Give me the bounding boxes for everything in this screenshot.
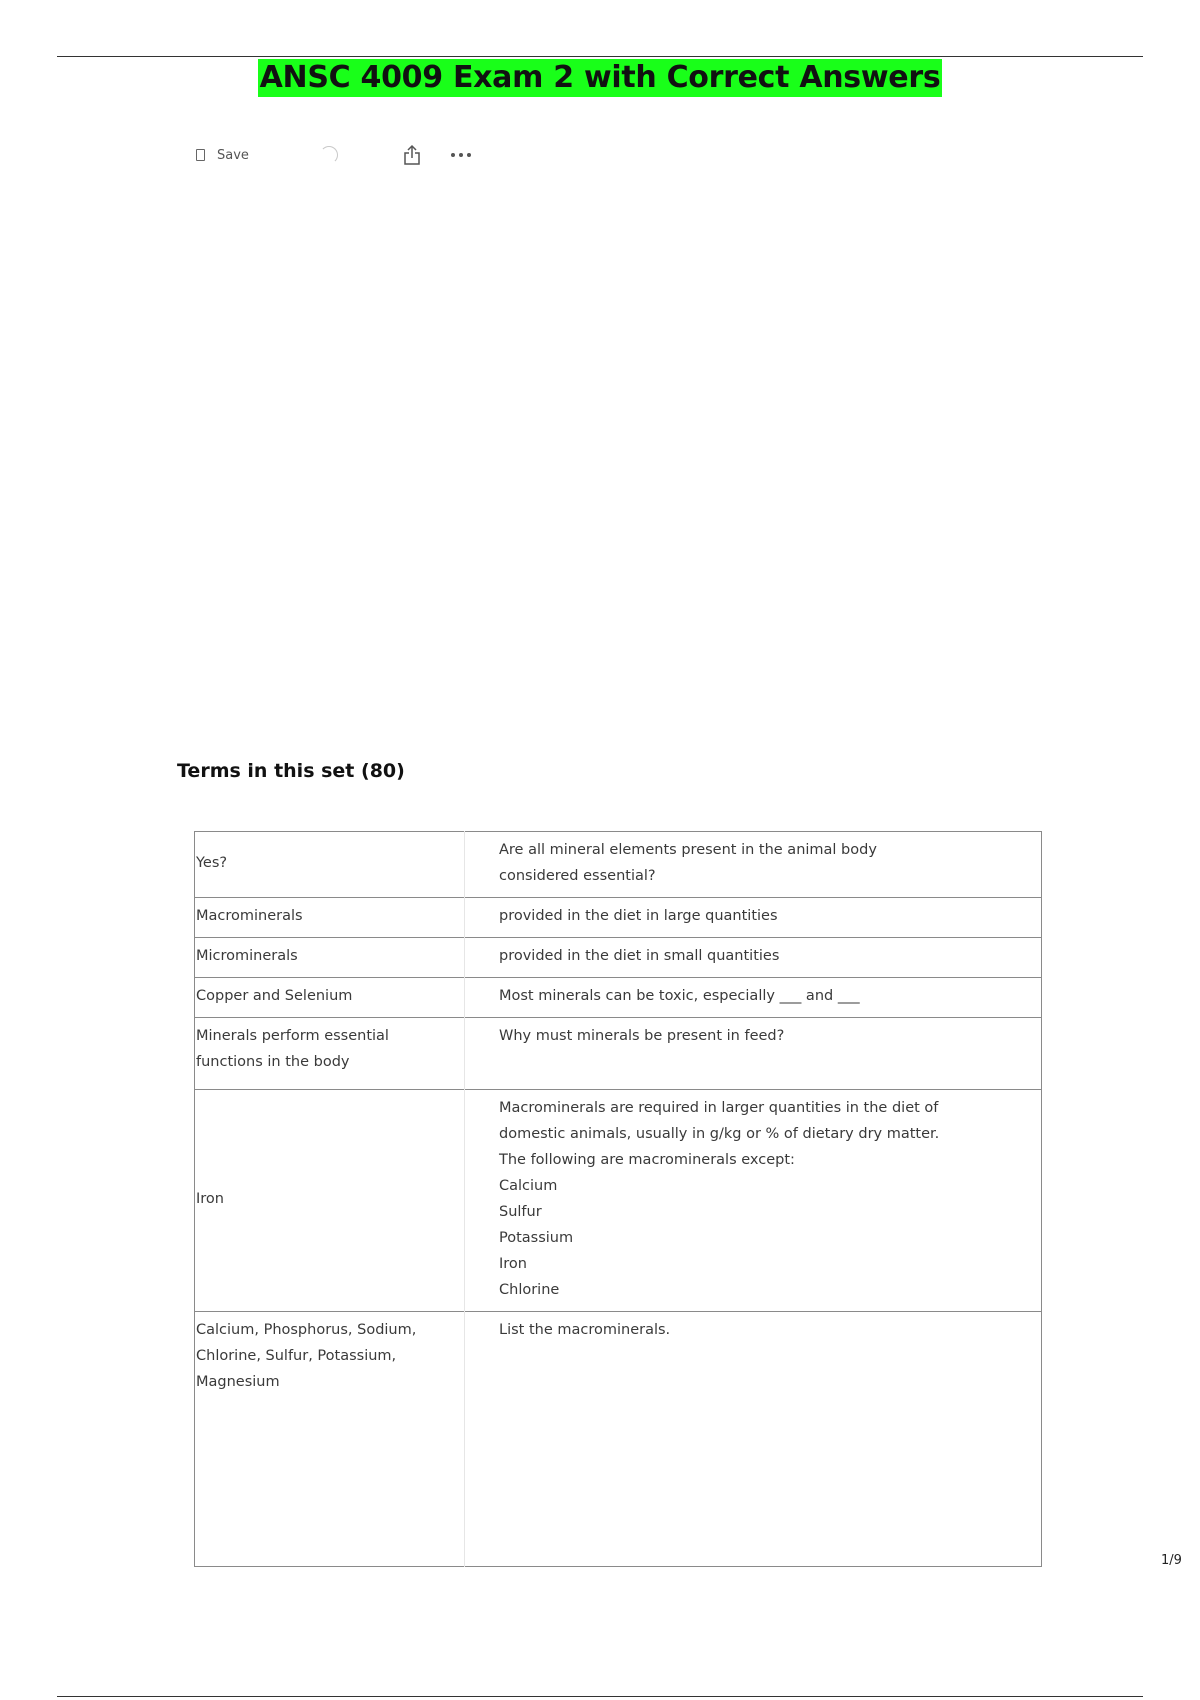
more-icon xyxy=(450,152,472,158)
term-cell: Calcium, Phosphorus, Sodium, Chlorine, Sulfur, Potassium, Magnesium xyxy=(195,1312,465,1567)
definition-cell: Most minerals can be toxic, especially ___ and ___ xyxy=(465,978,1042,1018)
definition-cell: Why must minerals be present in feed? xyxy=(465,1018,1042,1090)
term-row xyxy=(195,1018,1042,1090)
share-button[interactable] xyxy=(402,140,422,170)
term-row xyxy=(195,1312,1042,1567)
bookmark-icon xyxy=(196,149,205,161)
bottom-rule xyxy=(57,1696,1143,1697)
save-label: Save xyxy=(217,147,249,163)
term-cell: Copper and Selenium xyxy=(195,978,465,1018)
definition-line: Macrominerals are required in larger quantities in the diet of domestic animals, usually in g/kg or % of dietary dry matter. The following are macrominerals except: xyxy=(499,1100,940,1168)
definition-line: Iron xyxy=(499,1256,527,1272)
term-cell: Minerals perform essential functions in the body xyxy=(195,1018,465,1090)
definition-cell: Are all mineral elements present in the animal body considered essential? xyxy=(499,842,877,884)
definition-cell: provided in the diet in large quantities xyxy=(465,898,1042,938)
term-row xyxy=(195,978,1042,1018)
term-row xyxy=(195,832,1042,898)
definition-cell: provided in the diet in small quantities xyxy=(465,938,1042,978)
page-number: 1/9 xyxy=(1161,1553,1182,1568)
term-cell: Yes? xyxy=(195,832,465,898)
term-row xyxy=(195,938,1042,978)
more-options-button[interactable] xyxy=(450,140,472,170)
toolbar xyxy=(196,140,496,170)
term-cell: Microminerals xyxy=(195,938,465,978)
definition-line: Sulfur xyxy=(499,1204,542,1220)
definition-cell: List the macrominerals. xyxy=(465,1312,1042,1567)
loading-spinner-icon xyxy=(320,140,338,170)
terms-table xyxy=(194,831,1042,1567)
definition-line: Potassium xyxy=(499,1230,574,1246)
definition-line: Chlorine xyxy=(499,1282,560,1298)
term-row xyxy=(195,898,1042,938)
terms-heading: Terms in this set (80) xyxy=(177,760,405,782)
top-rule xyxy=(57,56,1143,57)
definition-cell xyxy=(465,1090,1042,1312)
save-button[interactable] xyxy=(196,140,249,170)
definition-line: Calcium xyxy=(499,1178,558,1194)
term-row xyxy=(195,1090,1042,1312)
document-title xyxy=(0,58,1200,97)
share-icon xyxy=(402,144,422,166)
document-title-highlight: ANSC 4009 Exam 2 with Correct Answers xyxy=(259,60,941,95)
term-cell: Macrominerals xyxy=(195,898,465,938)
term-cell: Iron xyxy=(195,1090,465,1312)
